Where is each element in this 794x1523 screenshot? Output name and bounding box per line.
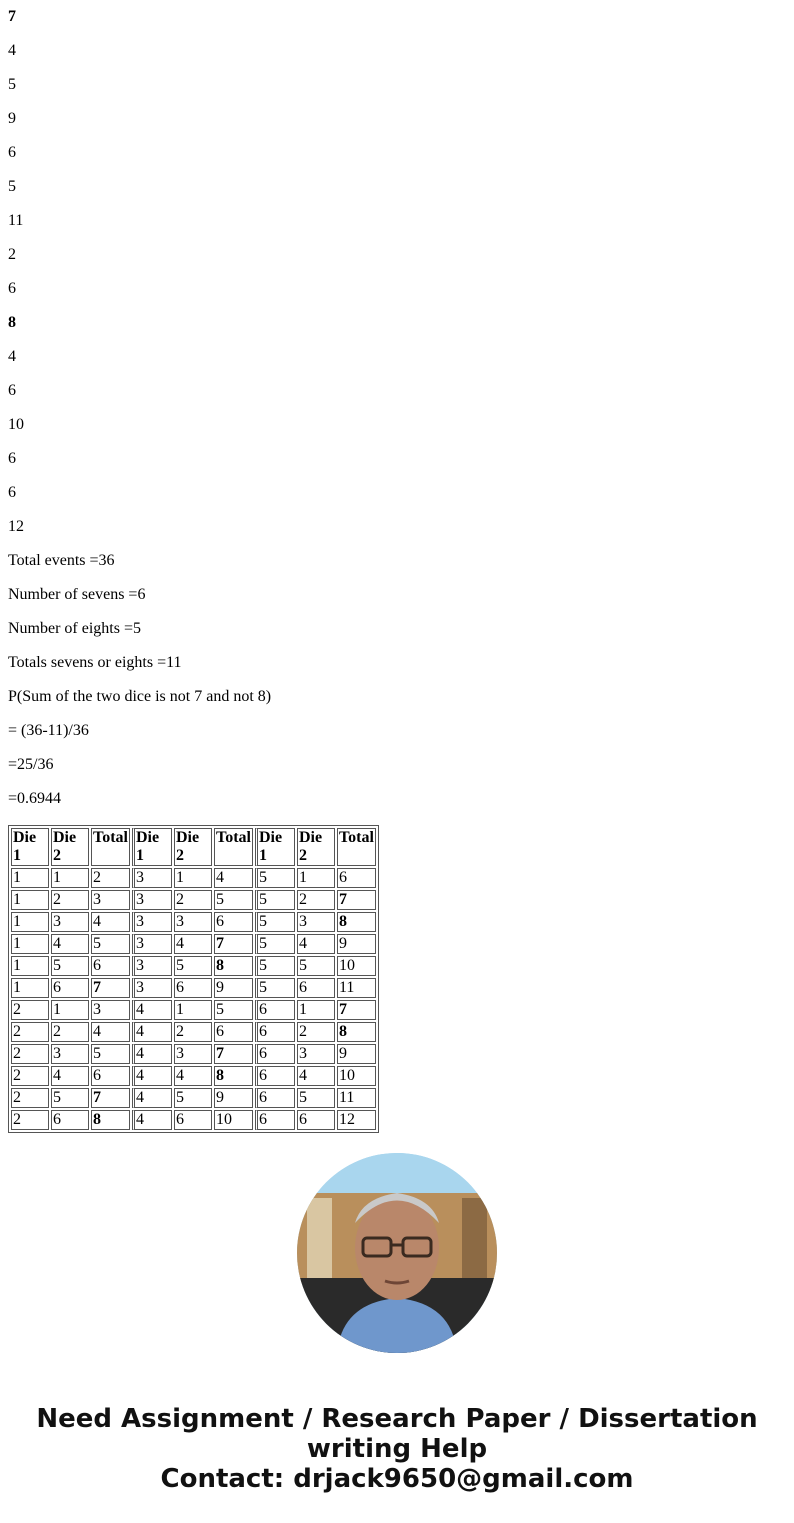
cell-die-1: 2 bbox=[11, 1000, 49, 1020]
cell-die-2: 6 bbox=[174, 978, 212, 998]
header-die-1: Die 1 bbox=[11, 828, 49, 866]
cell-total: 6 bbox=[214, 1022, 253, 1042]
cell-die-1: 3 bbox=[132, 890, 172, 910]
cell-die-2: 3 bbox=[174, 1044, 212, 1064]
table-row bbox=[11, 1110, 376, 1130]
calc-line: 6 bbox=[8, 144, 16, 161]
calc-line: P(Sum of the two dice is not 7 and not 8) bbox=[8, 688, 272, 705]
cell-die-1: 6 bbox=[255, 1110, 295, 1130]
table-row bbox=[11, 1022, 376, 1042]
cell-total: 9 bbox=[214, 978, 253, 998]
calc-line: 6 bbox=[8, 450, 16, 467]
table-row bbox=[11, 978, 376, 998]
cell-die-1: 1 bbox=[11, 868, 49, 888]
cell-die-1: 4 bbox=[132, 1088, 172, 1108]
cell-die-1: 1 bbox=[11, 978, 49, 998]
calc-line: 7 bbox=[8, 8, 16, 25]
cell-die-2: 6 bbox=[51, 1110, 89, 1130]
cell-total: 4 bbox=[214, 868, 253, 888]
header-total: Total bbox=[337, 828, 376, 866]
cell-total: 3 bbox=[91, 1000, 130, 1020]
cell-total: 5 bbox=[91, 934, 130, 954]
header-die-2: Die 2 bbox=[174, 828, 212, 866]
cell-die-1: 6 bbox=[255, 1066, 295, 1086]
cell-total: 2 bbox=[91, 868, 130, 888]
cell-total: 8 bbox=[214, 956, 253, 976]
cell-total: 8 bbox=[214, 1066, 253, 1086]
calc-line: 2 bbox=[8, 246, 16, 263]
calc-line: 5 bbox=[8, 178, 16, 195]
calc-line: Number of eights =5 bbox=[8, 620, 141, 637]
cell-die-1: 1 bbox=[11, 890, 49, 910]
cell-die-2: 1 bbox=[174, 868, 212, 888]
cell-die-2: 2 bbox=[174, 890, 212, 910]
cell-die-1: 6 bbox=[255, 1000, 295, 1020]
cell-die-1: 4 bbox=[132, 1022, 172, 1042]
promo-line-3: Contact: drjack9650@gmail.com bbox=[160, 1464, 634, 1494]
cell-die-1: 3 bbox=[132, 978, 172, 998]
cell-die-2: 6 bbox=[297, 1110, 335, 1130]
cell-total: 9 bbox=[337, 934, 376, 954]
table-row bbox=[11, 956, 376, 976]
cell-die-2: 6 bbox=[51, 978, 89, 998]
calc-line: Number of sevens =6 bbox=[8, 586, 146, 603]
cell-die-2: 5 bbox=[51, 1088, 89, 1108]
cell-total: 5 bbox=[214, 890, 253, 910]
cell-die-2: 5 bbox=[174, 956, 212, 976]
cell-die-1: 1 bbox=[11, 912, 49, 932]
table-body bbox=[11, 868, 376, 1130]
cell-die-1: 4 bbox=[132, 1066, 172, 1086]
calc-line: Totals sevens or eights =11 bbox=[8, 654, 182, 671]
table-row bbox=[11, 890, 376, 910]
cell-die-1: 5 bbox=[255, 978, 295, 998]
cell-die-2: 2 bbox=[51, 1022, 89, 1042]
cell-total: 11 bbox=[337, 1088, 376, 1108]
cell-die-2: 1 bbox=[51, 1000, 89, 1020]
cell-die-1: 6 bbox=[255, 1088, 295, 1108]
table-row bbox=[11, 1044, 376, 1064]
cell-total: 9 bbox=[337, 1044, 376, 1064]
calc-line: 9 bbox=[8, 110, 16, 127]
table-row bbox=[11, 1088, 376, 1108]
cell-total: 5 bbox=[91, 1044, 130, 1064]
table-header-row bbox=[11, 828, 376, 866]
cell-die-1: 3 bbox=[132, 956, 172, 976]
header-die-2: Die 2 bbox=[51, 828, 89, 866]
header-total: Total bbox=[214, 828, 253, 866]
cell-die-2: 4 bbox=[297, 934, 335, 954]
cell-die-1: 4 bbox=[132, 1110, 172, 1130]
cell-die-1: 1 bbox=[11, 934, 49, 954]
cell-total: 7 bbox=[337, 1000, 376, 1020]
cell-total: 10 bbox=[337, 1066, 376, 1086]
cell-total: 7 bbox=[91, 978, 130, 998]
cell-die-1: 3 bbox=[132, 868, 172, 888]
calculation-lines bbox=[8, 8, 271, 824]
cell-die-1: 5 bbox=[255, 890, 295, 910]
cell-die-2: 4 bbox=[51, 1066, 89, 1086]
cell-die-1: 5 bbox=[255, 868, 295, 888]
cell-total: 5 bbox=[214, 1000, 253, 1020]
cell-die-2: 3 bbox=[297, 912, 335, 932]
cell-die-2: 1 bbox=[51, 868, 89, 888]
cell-die-2: 3 bbox=[174, 912, 212, 932]
cell-total: 3 bbox=[91, 890, 130, 910]
cell-die-1: 2 bbox=[11, 1044, 49, 1064]
calc-line: 6 bbox=[8, 484, 16, 501]
cell-total: 4 bbox=[91, 1022, 130, 1042]
cell-total: 4 bbox=[91, 912, 130, 932]
calc-line: =0.6944 bbox=[8, 790, 62, 807]
cell-die-1: 6 bbox=[255, 1022, 295, 1042]
cell-die-2: 2 bbox=[51, 890, 89, 910]
cell-die-2: 6 bbox=[174, 1110, 212, 1130]
cell-die-2: 6 bbox=[297, 978, 335, 998]
cell-die-1: 2 bbox=[11, 1088, 49, 1108]
calc-line: 4 bbox=[8, 348, 16, 365]
cell-die-1: 2 bbox=[11, 1022, 49, 1042]
calc-line: 6 bbox=[8, 382, 16, 399]
table-row bbox=[11, 1000, 376, 1020]
cell-die-2: 4 bbox=[51, 934, 89, 954]
cell-die-2: 4 bbox=[174, 1066, 212, 1086]
header-total: Total bbox=[91, 828, 130, 866]
cell-total: 7 bbox=[214, 934, 253, 954]
cell-die-2: 5 bbox=[174, 1088, 212, 1108]
cell-total: 11 bbox=[337, 978, 376, 998]
calc-line: 6 bbox=[8, 280, 16, 297]
cell-total: 10 bbox=[337, 956, 376, 976]
cell-die-2: 2 bbox=[297, 890, 335, 910]
calc-line: Total events =36 bbox=[8, 552, 115, 569]
cell-total: 12 bbox=[337, 1110, 376, 1130]
calc-line: 5 bbox=[8, 76, 16, 93]
cell-die-1: 5 bbox=[255, 956, 295, 976]
table-row bbox=[11, 868, 376, 888]
table-row bbox=[11, 1066, 376, 1086]
cell-total: 8 bbox=[337, 1022, 376, 1042]
cell-total: 9 bbox=[214, 1088, 253, 1108]
header-die-1: Die 1 bbox=[255, 828, 295, 866]
cell-die-2: 1 bbox=[297, 1000, 335, 1020]
cell-die-2: 2 bbox=[297, 1022, 335, 1042]
cell-die-2: 1 bbox=[297, 868, 335, 888]
cell-die-2: 2 bbox=[174, 1022, 212, 1042]
cell-die-1: 1 bbox=[11, 956, 49, 976]
cell-die-2: 4 bbox=[297, 1066, 335, 1086]
table-row bbox=[11, 934, 376, 954]
header-die-2: Die 2 bbox=[297, 828, 335, 866]
cell-die-1: 2 bbox=[11, 1110, 49, 1130]
table-row bbox=[11, 912, 376, 932]
calc-line: 4 bbox=[8, 42, 16, 59]
cell-die-2: 5 bbox=[297, 956, 335, 976]
cell-die-2: 4 bbox=[174, 934, 212, 954]
promo-line-2: writing Help bbox=[306, 1434, 488, 1464]
cell-total: 7 bbox=[91, 1088, 130, 1108]
cell-total: 6 bbox=[91, 956, 130, 976]
cell-die-1: 3 bbox=[132, 912, 172, 932]
calc-line: = (36-11)/36 bbox=[8, 722, 89, 739]
author-photo bbox=[297, 1153, 497, 1353]
cell-die-2: 5 bbox=[297, 1088, 335, 1108]
calc-line: =25/36 bbox=[8, 756, 54, 773]
calc-line: 11 bbox=[8, 212, 24, 229]
cell-die-1: 3 bbox=[132, 934, 172, 954]
cell-die-2: 3 bbox=[51, 912, 89, 932]
cell-die-2: 3 bbox=[51, 1044, 89, 1064]
cell-die-1: 2 bbox=[11, 1066, 49, 1086]
calc-line: 10 bbox=[8, 416, 24, 433]
cell-die-1: 6 bbox=[255, 1044, 295, 1064]
cell-die-1: 4 bbox=[132, 1044, 172, 1064]
calc-line: 12 bbox=[8, 518, 24, 535]
cell-total: 6 bbox=[337, 868, 376, 888]
promo-line-1: Need Assignment / Research Paper / Dissertation bbox=[36, 1404, 758, 1434]
calc-line: 8 bbox=[8, 314, 16, 331]
cell-total: 8 bbox=[337, 912, 376, 932]
promo-banner bbox=[0, 1404, 794, 1494]
cell-total: 10 bbox=[214, 1110, 253, 1130]
cell-total: 6 bbox=[214, 912, 253, 932]
cell-total: 6 bbox=[91, 1066, 130, 1086]
dice-outcomes-table bbox=[8, 825, 379, 1133]
cell-total: 7 bbox=[337, 890, 376, 910]
cell-die-2: 3 bbox=[297, 1044, 335, 1064]
cell-die-1: 5 bbox=[255, 934, 295, 954]
header-die-1: Die 1 bbox=[132, 828, 172, 866]
cell-die-1: 5 bbox=[255, 912, 295, 932]
cell-die-2: 5 bbox=[51, 956, 89, 976]
cell-die-2: 1 bbox=[174, 1000, 212, 1020]
cell-total: 8 bbox=[91, 1110, 130, 1130]
cell-total: 7 bbox=[214, 1044, 253, 1064]
cell-die-1: 4 bbox=[132, 1000, 172, 1020]
